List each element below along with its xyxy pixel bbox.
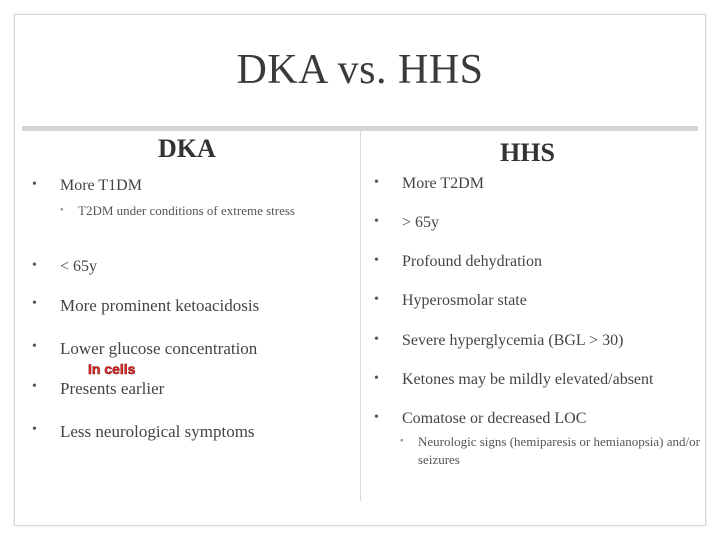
- hhs-heading: HHS: [500, 138, 555, 167]
- sub-bullet-icon: •: [60, 205, 64, 216]
- bullet-icon: •: [374, 253, 379, 268]
- hhs-subitem-label: Neurologic signs (hemiparesis or hemianopsia) and/or seizures: [418, 434, 700, 467]
- bullet-icon: •: [374, 292, 379, 307]
- bullet-icon: •: [374, 410, 379, 425]
- dka-item-label: Presents earlier: [60, 379, 165, 398]
- dka-item-label: More prominent ketoacidosis: [60, 296, 260, 315]
- sub-bullet-icon: •: [400, 436, 404, 447]
- dka-item-label: Less neurological symptoms: [60, 422, 255, 441]
- bullet-icon: •: [32, 258, 37, 273]
- bullet-icon: •: [32, 177, 37, 192]
- dka-subitem-label: T2DM under conditions of extreme stress: [78, 203, 295, 218]
- hhs-item-label: Severe hyperglycemia (BGL > 30): [402, 332, 624, 349]
- hhs-item-label: Comatose or decreased LOC: [402, 410, 587, 427]
- bullet-icon: •: [32, 379, 37, 394]
- dka-item-label: More T1DM: [60, 177, 142, 194]
- dka-item-label: Lower glucose concentration: [60, 339, 258, 358]
- bullet-icon: •: [32, 296, 37, 311]
- hhs-item-label: More T2DM: [402, 175, 484, 192]
- bullet-icon: •: [374, 214, 379, 229]
- column-divider: [360, 131, 361, 501]
- bullet-icon: •: [374, 175, 379, 190]
- hhs-item-label: > 65y: [402, 214, 440, 231]
- bullet-icon: •: [32, 422, 37, 437]
- hhs-item-label: Profound dehydration: [402, 253, 542, 270]
- bullet-icon: •: [374, 371, 379, 386]
- hhs-item-label: Ketones may be mildly elevated/absent: [402, 371, 654, 388]
- bullet-icon: •: [32, 339, 37, 354]
- in-cells-annotation: In cells: [88, 361, 136, 377]
- slide-title: DKA vs. HHS: [236, 47, 484, 93]
- dka-heading: DKA: [158, 134, 216, 163]
- hhs-item-label: Hyperosmolar state: [402, 292, 527, 309]
- bullet-icon: •: [374, 332, 379, 347]
- dka-item-label: < 65y: [60, 258, 98, 275]
